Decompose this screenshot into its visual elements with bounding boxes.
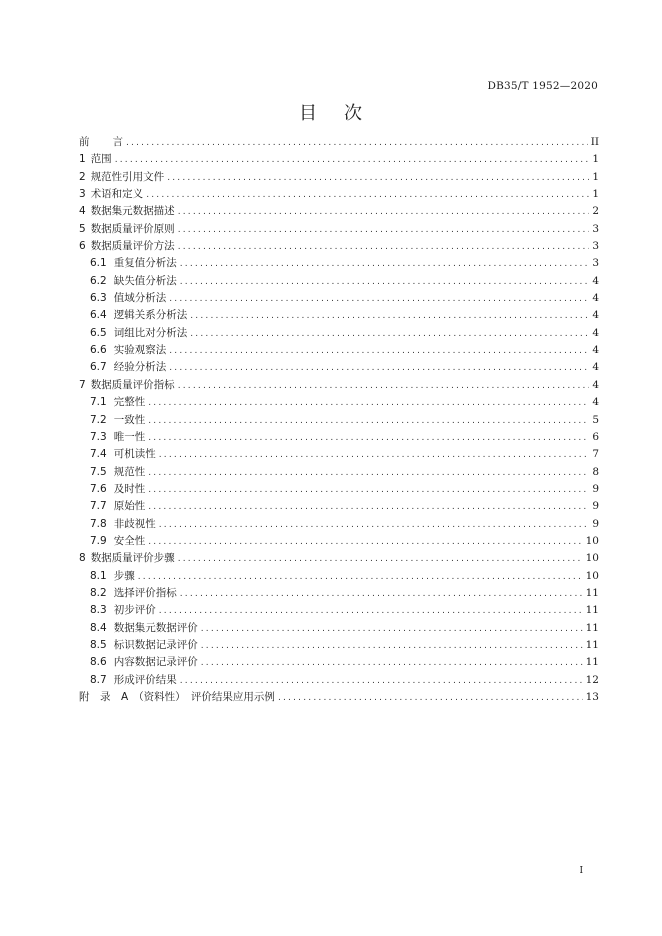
- toc-entry-page-number: 4: [592, 309, 599, 322]
- toc-entry-page-number: 4: [592, 274, 599, 287]
- toc-entry-number: 8.7: [90, 673, 107, 686]
- toc-entry-number: 8: [79, 552, 86, 565]
- toc-entry-text: 形成评价结果: [113, 673, 177, 686]
- toc-entry-leader-dots: [148, 485, 589, 495]
- toc-entry-leader-dots: [180, 259, 590, 269]
- toc-entry-page-number: 4: [592, 378, 599, 391]
- toc-entry-leader-dots: [201, 641, 583, 651]
- toc-entry-leader-dots: [178, 554, 583, 564]
- toc-entry[interactable]: [79, 446, 599, 463]
- toc-entry-text: 数据质量评价指标: [90, 378, 175, 391]
- toc-entry[interactable]: [79, 602, 599, 619]
- toc-entry[interactable]: [79, 550, 599, 567]
- toc-entry-number: 前: [79, 136, 90, 148]
- toc-entry-label: [90, 672, 177, 687]
- toc-entry-number: 7.7: [90, 500, 107, 513]
- toc-entry[interactable]: [79, 307, 599, 324]
- toc-entry-label: [90, 446, 156, 461]
- toc-entry-leader-dots: [159, 450, 590, 460]
- toc-entry-label: [90, 325, 187, 340]
- toc-entry-number: 6.3: [90, 292, 107, 305]
- toc-entry-number: 7.9: [90, 534, 107, 547]
- toc-entry-text: （资料性） 评价结果应用示例: [133, 691, 275, 703]
- toc-entry-label: [90, 654, 198, 669]
- toc-entry-leader-dots: [178, 225, 590, 235]
- toc-entry-label: [90, 464, 145, 479]
- toc-entry-text: 步骤: [113, 569, 135, 582]
- toc-entry[interactable]: [79, 203, 599, 220]
- toc-entry-page-number: 4: [592, 396, 599, 409]
- toc-entry-number: 5: [79, 222, 86, 235]
- toc-entry-label: [90, 429, 145, 444]
- toc-entry-text: 规范性: [113, 465, 146, 478]
- toc-entry-leader-dots: [148, 433, 589, 443]
- toc-entry-number: 8.5: [90, 638, 107, 651]
- toc-entry-text: 数据集元数据评价: [113, 621, 198, 634]
- toc-entry-label: [90, 412, 145, 427]
- toc-entry-leader-dots: [190, 329, 589, 339]
- toc-entry-number: 6: [79, 240, 86, 253]
- toc-entry[interactable]: [79, 394, 599, 411]
- toc-entry-label: [79, 203, 175, 218]
- toc-entry-label: [90, 255, 177, 270]
- toc-entry-leader-dots: [178, 242, 590, 252]
- toc-entry[interactable]: [79, 290, 599, 307]
- toc-entry-leader-dots: [201, 624, 583, 634]
- toc-entry-text: 完整性: [113, 396, 146, 409]
- toc-entry-page-number: 10: [585, 534, 599, 547]
- toc-entry-text: 言: [112, 136, 123, 148]
- toc-entry-number: 附 录 A: [79, 691, 129, 703]
- toc-entry-page-number: 4: [592, 344, 599, 357]
- toc-entry-leader-dots: [148, 416, 589, 426]
- toc-entry-page-number: 6: [592, 430, 599, 443]
- toc-entry-number: 8.6: [90, 656, 107, 669]
- toc-entry-text: 范围: [90, 153, 112, 166]
- toc-entry-text: 唯一性: [113, 430, 146, 443]
- toc-entry-label: [90, 637, 198, 652]
- toc-entry-text: 缺失值分析法: [113, 274, 177, 287]
- toc-entry-label: [90, 498, 145, 513]
- toc-entry-leader-dots: [180, 676, 583, 686]
- toc-entry[interactable]: [79, 654, 599, 671]
- toc-entry-page-number: 9: [592, 500, 599, 513]
- toc-entry-leader-dots: [201, 658, 583, 668]
- toc-entry-leader-dots: [278, 693, 583, 703]
- toc-entry-label: [79, 169, 164, 184]
- toc-entry-page-number: 4: [592, 361, 599, 374]
- toc-entry-leader-dots: [159, 520, 590, 530]
- toc-entry-label: [79, 689, 275, 704]
- toc-entry-number: 8.1: [90, 569, 107, 582]
- toc-entry-number: 6.4: [90, 309, 107, 322]
- toc-entry-label: [90, 585, 177, 600]
- toc-entry-number: 6.2: [90, 274, 107, 287]
- toc-entry-number: 7.3: [90, 430, 107, 443]
- toc-entry-number: 7.5: [90, 465, 107, 478]
- toc-entry-text: 重复值分析法: [113, 257, 177, 270]
- toc-entry-label: [90, 533, 145, 548]
- toc-entry-leader-dots: [146, 190, 589, 200]
- footer-page-number: I: [579, 866, 583, 876]
- toc-entry-page-number: 11: [585, 604, 599, 617]
- toc-entry-text: 安全性: [113, 534, 146, 547]
- toc-entry-page-number: 9: [592, 517, 599, 530]
- toc-title-char-2: 次: [344, 103, 363, 124]
- toc-entry[interactable]: [79, 359, 599, 376]
- toc-entry-leader-dots: [178, 381, 590, 391]
- toc-entry-number: 2: [79, 170, 86, 183]
- toc-entry-page-number: 1: [592, 188, 599, 201]
- toc-entry-text: 值域分析法: [113, 292, 167, 305]
- toc-entry-label: [90, 307, 187, 322]
- toc-entry[interactable]: [79, 221, 599, 238]
- toc-entry-label: [90, 290, 166, 305]
- toc-entry-page-number: 1: [592, 170, 599, 183]
- toc-entry-leader-dots: [148, 468, 589, 478]
- toc-entry[interactable]: [79, 533, 599, 550]
- toc-entry-number: 8.2: [90, 586, 107, 599]
- toc-entry-text: 规范性引用文件: [90, 170, 165, 183]
- toc-entry-text: 经验分析法: [113, 361, 167, 374]
- toc-entry-number: 6.7: [90, 361, 107, 374]
- toc-entry[interactable]: [79, 689, 599, 706]
- toc-entry-label: [90, 568, 135, 583]
- toc-entry[interactable]: [79, 412, 599, 429]
- toc-entry[interactable]: [79, 255, 599, 272]
- toc-entry-page-number: 2: [592, 205, 599, 218]
- toc-entry-leader-dots: [126, 138, 588, 148]
- toc-entry-label: [90, 394, 145, 409]
- toc-entry-leader-dots: [190, 311, 589, 321]
- toc-entry-page-number: 4: [592, 326, 599, 339]
- toc-entry-page-number: 9: [592, 482, 599, 495]
- toc-entry[interactable]: [79, 585, 599, 602]
- toc-entry-label: [79, 238, 175, 253]
- toc-entry-text: 原始性: [113, 500, 146, 513]
- toc-entry-page-number: 11: [585, 638, 599, 651]
- toc-entry-leader-dots: [178, 207, 590, 217]
- toc-entry-label: [90, 359, 166, 374]
- toc-entry-number: 4: [79, 205, 86, 218]
- toc-entry[interactable]: [79, 377, 599, 394]
- toc-entry[interactable]: [79, 169, 599, 186]
- toc-entry-number: 7.4: [90, 448, 107, 461]
- toc-entry[interactable]: [79, 568, 599, 585]
- toc-entry-label: [79, 186, 143, 201]
- toc-entry[interactable]: [79, 516, 599, 533]
- toc-entry[interactable]: [79, 498, 599, 515]
- toc-entry-label: [90, 620, 198, 635]
- toc-entry-text: 数据质量评价方法: [90, 240, 175, 253]
- toc-entry-label: [90, 516, 156, 531]
- document-code: DB35/T 1952—2020: [487, 80, 598, 92]
- toc-entry-leader-dots: [138, 572, 583, 582]
- toc-entry[interactable]: [79, 273, 599, 290]
- toc-entry-leader-dots: [167, 173, 589, 183]
- toc-entry-leader-dots: [169, 294, 589, 304]
- toc-entry[interactable]: [79, 325, 599, 342]
- toc-list: [79, 134, 599, 706]
- toc-entry[interactable]: [79, 620, 599, 637]
- toc-entry-page-number: 8: [592, 465, 599, 478]
- toc-entry-label: [79, 550, 175, 565]
- toc-entry-leader-dots: [148, 502, 589, 512]
- toc-entry-page-number: 10: [585, 569, 599, 582]
- toc-entry-page-number: 10: [585, 552, 599, 565]
- toc-entry-number: 6.1: [90, 257, 107, 270]
- toc-entry-text: 实验观察法: [113, 344, 167, 357]
- toc-entry[interactable]: [79, 637, 599, 654]
- toc-entry[interactable]: [79, 134, 599, 151]
- toc-entry-page-number: 4: [592, 292, 599, 305]
- toc-entry-text: 数据集元数据描述: [90, 205, 175, 218]
- toc-entry-page-number: 7: [592, 448, 599, 461]
- toc-entry-text: 可机读性: [113, 448, 156, 461]
- toc-entry-label: [79, 134, 123, 149]
- toc-entry-text: 内容数据记录评价: [113, 656, 198, 669]
- toc-entry-leader-dots: [159, 606, 583, 616]
- toc-entry-text: 术语和定义: [90, 188, 144, 201]
- toc-entry-page-number: 3: [592, 257, 599, 270]
- toc-entry-page-number: 13: [585, 691, 599, 703]
- toc-entry-leader-dots: [180, 589, 583, 599]
- toc-entry-page-number: II: [590, 136, 599, 148]
- toc-entry[interactable]: [79, 429, 599, 446]
- toc-entry-number: 7.6: [90, 482, 107, 495]
- toc-entry-label: [90, 481, 145, 496]
- toc-entry-text: 非歧视性: [113, 517, 156, 530]
- toc-entry[interactable]: [79, 186, 599, 203]
- toc-entry-number: 8.3: [90, 604, 107, 617]
- toc-entry-label: [90, 273, 177, 288]
- toc-entry-number: 7.8: [90, 517, 107, 530]
- toc-entry-number: 6.6: [90, 344, 107, 357]
- toc-entry-label: [90, 342, 166, 357]
- toc-entry-label: [79, 377, 175, 392]
- toc-entry[interactable]: [79, 151, 599, 168]
- toc-entry-leader-dots: [180, 277, 590, 287]
- toc-entry-page-number: 11: [585, 621, 599, 634]
- toc-entry-leader-dots: [115, 155, 590, 165]
- toc-title: [0, 99, 662, 125]
- toc-entry-number: 7.1: [90, 396, 107, 409]
- toc-entry-number: 7.2: [90, 413, 107, 426]
- toc-entry-leader-dots: [169, 363, 589, 373]
- toc-title-char-1: 目: [299, 103, 318, 124]
- toc-entry-text: 逻辑关系分析法: [113, 309, 188, 322]
- toc-entry-text: 词组比对分析法: [113, 326, 188, 339]
- toc-entry-text: 数据质量评价步骤: [90, 552, 175, 565]
- toc-entry[interactable]: [79, 238, 599, 255]
- toc-entry-label: [79, 221, 175, 236]
- toc-entry-text: 一致性: [113, 413, 146, 426]
- toc-entry-page-number: 11: [585, 656, 599, 669]
- toc-entry-number: 7: [79, 378, 86, 391]
- toc-entry-page-number: 12: [585, 673, 599, 686]
- toc-entry-number: 6.5: [90, 326, 107, 339]
- toc-entry[interactable]: [79, 481, 599, 498]
- toc-entry-number: 8.4: [90, 621, 107, 634]
- toc-entry-page-number: 5: [592, 413, 599, 426]
- toc-entry-text: 及时性: [113, 482, 146, 495]
- toc-entry-leader-dots: [148, 398, 589, 408]
- toc-entry-page-number: 11: [585, 586, 599, 599]
- toc-entry-page-number: 3: [592, 222, 599, 235]
- toc-entry[interactable]: [79, 464, 599, 481]
- toc-entry-text: 标识数据记录评价: [113, 638, 198, 651]
- toc-entry-label: [90, 602, 156, 617]
- toc-entry-number: 1: [79, 153, 86, 166]
- toc-entry-page-number: 3: [592, 240, 599, 253]
- toc-entry-page-number: 1: [592, 153, 599, 166]
- toc-entry-leader-dots: [169, 346, 589, 356]
- toc-entry[interactable]: [79, 342, 599, 359]
- toc-entry-leader-dots: [148, 537, 582, 547]
- toc-entry-number: 3: [79, 188, 86, 201]
- toc-entry-text: 选择评价指标: [113, 586, 177, 599]
- toc-entry-label: [79, 151, 112, 166]
- toc-entry-text: 数据质量评价原则: [90, 222, 175, 235]
- toc-entry-text: 初步评价: [113, 604, 156, 617]
- toc-entry[interactable]: [79, 672, 599, 689]
